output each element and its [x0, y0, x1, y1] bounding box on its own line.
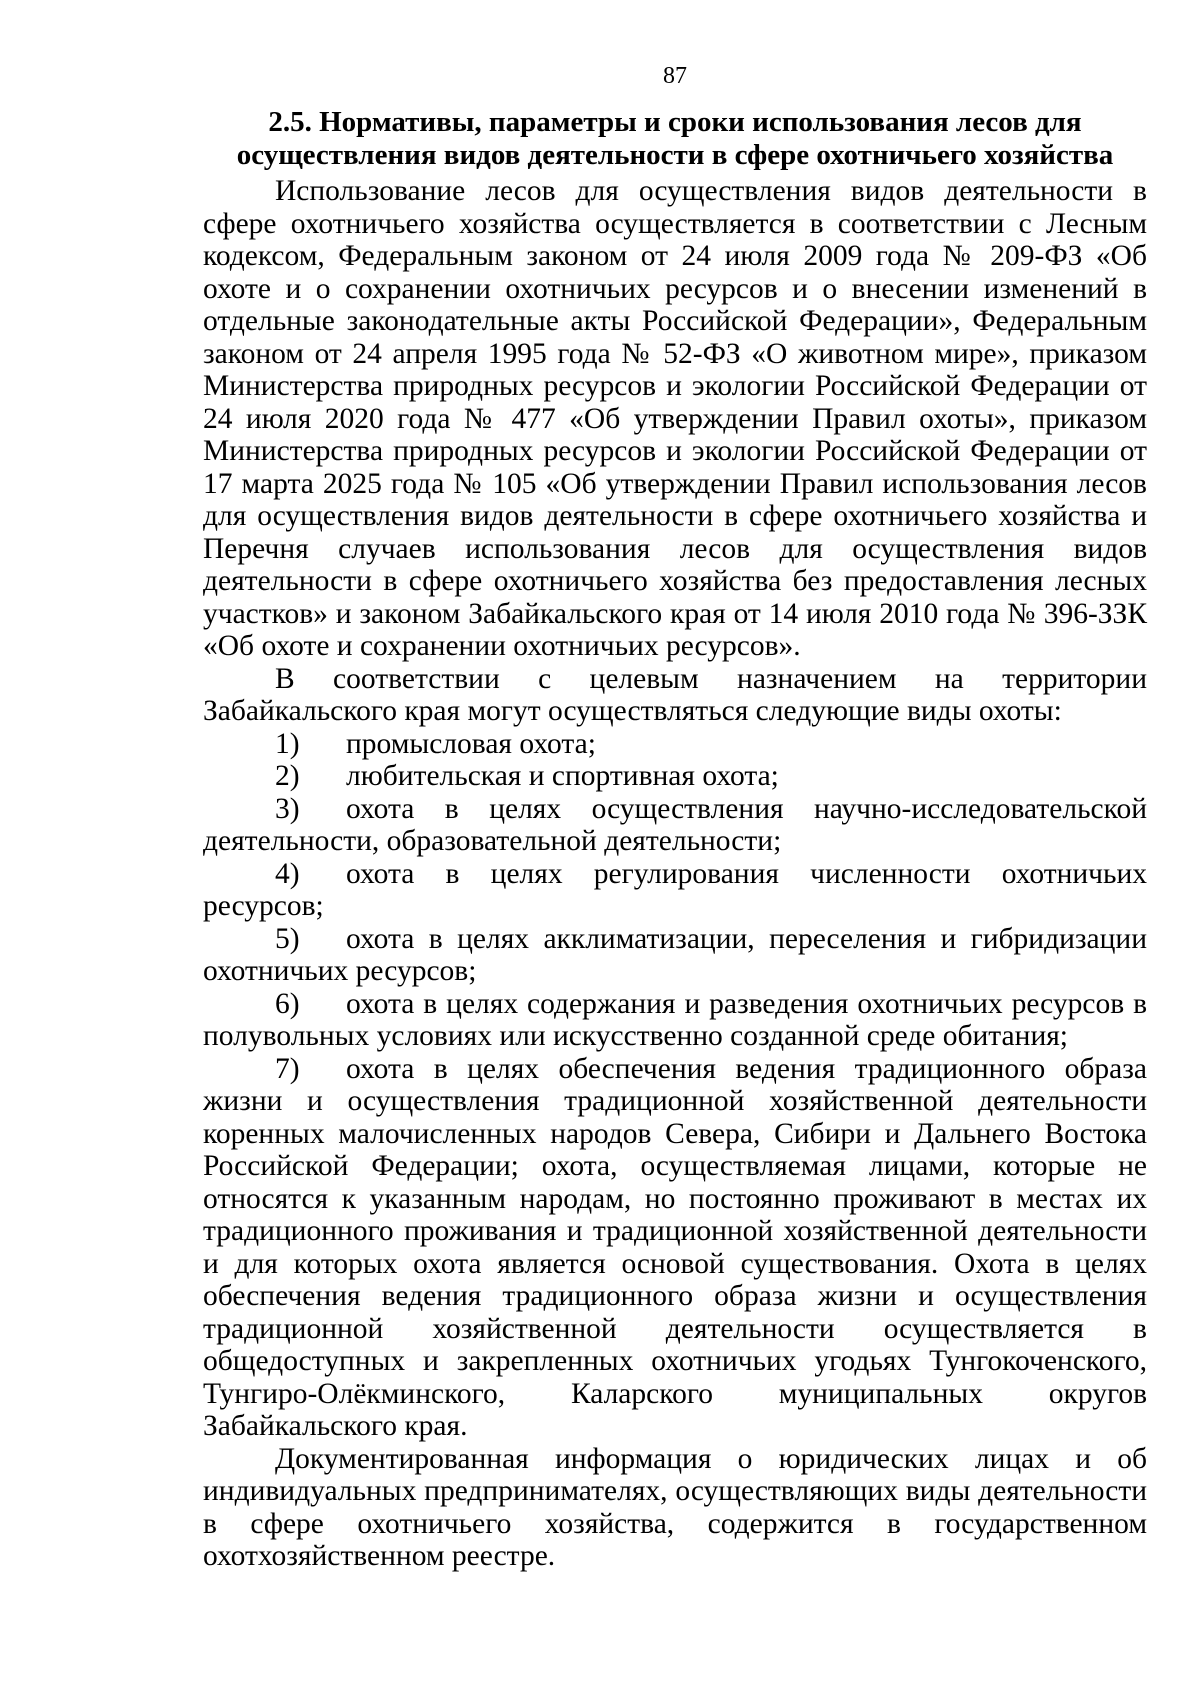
- list-item-text: любительская и спортивная охота;: [346, 760, 779, 792]
- list-item: [203, 1053, 1147, 1443]
- intro-paragraph: Использование лесов для осуществления видов деятельности в сфере охотничьего хозяйства осуществляется в соответствии с Лесным кодексом, Федеральным законом от 24 июля 2009 года № 209-ФЗ «Об охоте и о сохранении охотничьих ресурсов и о внесении изменений в отдельные законодательные акты Российской Федерации», Федеральным законом от 24 апреля 1995 года № 52-ФЗ «О животном мире», приказом Министерства природных ресурсов и экологии Российской Федерации от 24 июля 2020 года № 477 «Об утверждении Правил охоты», приказом Министерства природных ресурсов и экологии Российской Федерации от 17 марта 2025 года № 105 «Об утверждении Правил использования лесов для осуществления видов деятельности в сфере охотничьего хозяйства и Перечня случаев использования лесов для осуществления видов деятельности в сфере охотничьего хозяйства без предоставления лесных участков» и законом Забайкальского края от 14 июля 2010 года № 396-ЗЗК «Об охоте и сохранении охотничьих ресурсов».: [203, 175, 1147, 662]
- list-item-text: охота в целях регулирования численности охотничьих ресурсов;: [203, 857, 1147, 922]
- closing-paragraph: Документированная информация о юридических лицах и об индивидуальных предпринимателях, осуществляющих виды деятельности в сфере охотничьего хозяйства, содержится в государственном охотхозяйственном реестре.: [203, 1442, 1147, 1572]
- list-item-text: охота в целях акклиматизации, переселения и гибридизации охотничьих ресурсов;: [203, 922, 1147, 987]
- hunting-types-intro: В соответствии с целевым назначением на территории Забайкальского края могут осуществляться следующие виды охоты:: [203, 662, 1147, 727]
- list-item-number: 2): [275, 760, 300, 792]
- list-item-number: 6): [275, 987, 300, 1020]
- hunting-types-list: [203, 728, 1147, 1443]
- list-item: [203, 923, 1147, 988]
- list-item-text: охота в целях обеспечения ведения традиционного образа жизни и осуществления традиционной хозяйственной деятельности коренных малочисленных народов Севера, Сибири и Дальнего Востока Российской Федерации; охота, осуществляемая лицами, которые не относятся к указанным народам, но постоянно проживают в местах их традиционного проживания и традиционной хозяйственной деятельности и для которых охота является основой существования. Охота в целях обеспечения ведения традиционного образа жизни и осуществления традиционной хозяйственной деятельности осуществляется в общедоступных и закрепленных охотничьих угодьях Тунгокоченского, Тунгиро-Олёкминского, Каларского муниципальных округов Забайкальского края.: [203, 1052, 1147, 1442]
- document-page: [203, 60, 1147, 1573]
- list-item-text: охота в целях осуществления научно-исследовательской деятельности, образовательной деятельности;: [203, 792, 1147, 857]
- page-number: 87: [663, 63, 687, 89]
- list-item-number: 5): [275, 922, 300, 955]
- list-item-text: охота в целях содержания и разведения охотничьих ресурсов в полувольных условиях или искусственно созданной среде обитания;: [203, 987, 1147, 1052]
- section-body: [203, 175, 1147, 1573]
- list-item-number: 7): [275, 1052, 300, 1085]
- list-item-number: 4): [275, 857, 300, 890]
- list-item-number: 1): [275, 727, 300, 760]
- section-title-line-1: 2.5. Нормативы, параметры и сроки использования лесов для: [268, 106, 1082, 138]
- list-item-number: 3): [275, 792, 300, 825]
- section-title-line-2: осуществления видов деятельности в сфере охотничьего хозяйства: [236, 139, 1114, 171]
- list-item: [203, 988, 1147, 1053]
- list-item: [203, 728, 1147, 761]
- list-item: [203, 760, 1147, 793]
- list-item: [203, 793, 1147, 858]
- list-item-text: промысловая охота;: [346, 727, 596, 760]
- list-item: [203, 858, 1147, 923]
- section-title: [203, 106, 1147, 172]
